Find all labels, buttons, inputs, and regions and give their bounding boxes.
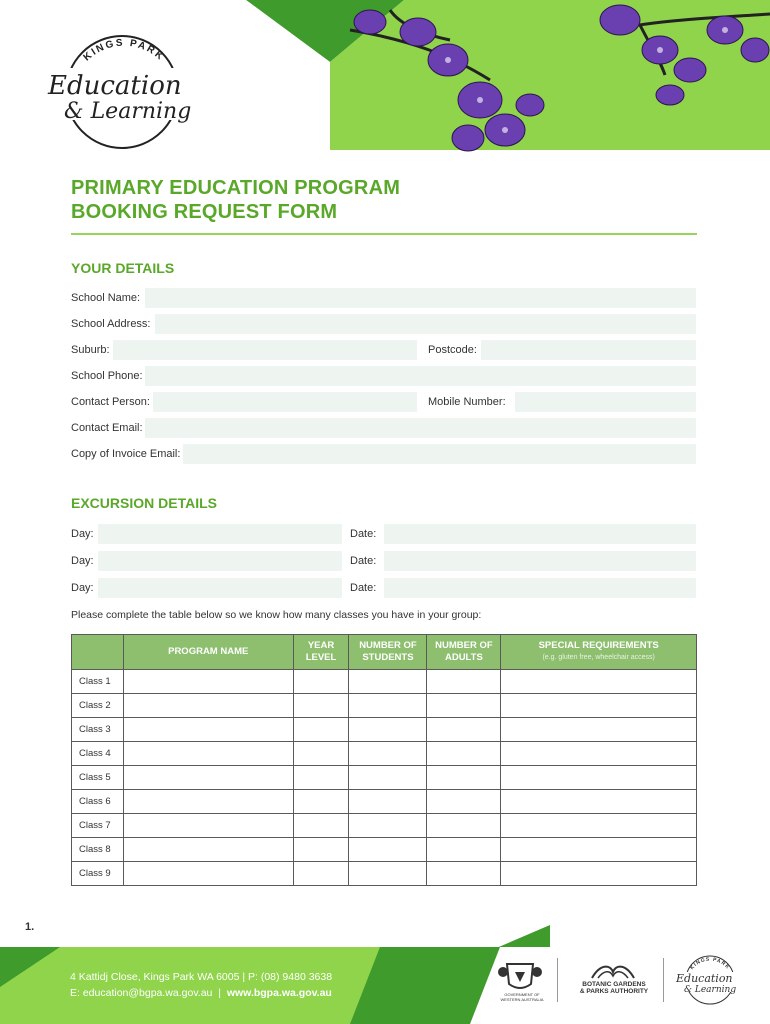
- suburb-label: Suburb:: [71, 344, 110, 356]
- small-logo-arc: KINGS PARK: [689, 956, 731, 971]
- table-row: [72, 766, 697, 790]
- small-logo-line1: Education: [676, 972, 733, 985]
- year-level-cell[interactable]: [293, 814, 349, 838]
- table-row: [72, 742, 697, 766]
- header-special-sub: (e.g. gluten free, wheelchair access): [542, 654, 655, 661]
- year-level-cell[interactable]: [293, 838, 349, 862]
- header-adults-line1: NUMBER OF: [435, 640, 493, 651]
- school-address-label: School Address:: [71, 318, 151, 330]
- table-row: [72, 670, 697, 694]
- date-field-3[interactable]: [384, 578, 696, 598]
- footer-address: 4 Kattidj Close, Kings Park WA 6005 | P: (08) 9480 3638: [70, 971, 333, 983]
- special-requirements-cell[interactable]: [501, 694, 697, 718]
- wa-government-text: [497, 992, 547, 1002]
- special-requirements-cell[interactable]: [501, 862, 697, 886]
- class-label: Class 6: [72, 790, 124, 814]
- special-requirements-cell[interactable]: [501, 670, 697, 694]
- svg-text:KINGS PARK: [689, 957, 731, 971]
- form-title: [71, 176, 671, 224]
- num-adults-cell[interactable]: [427, 862, 501, 886]
- invoice-email-label: Copy of Invoice Email:: [71, 448, 181, 460]
- program-name-cell[interactable]: [123, 838, 293, 862]
- header-year-level: [293, 635, 349, 670]
- flower-illustration: [330, 0, 770, 165]
- num-adults-cell[interactable]: [427, 814, 501, 838]
- header-year-line2: LEVEL: [305, 652, 337, 663]
- program-name-cell[interactable]: [123, 742, 293, 766]
- school-address-field[interactable]: [155, 314, 696, 334]
- bgpa-emblem: [590, 962, 636, 980]
- footer-divider-2: [663, 958, 664, 1002]
- num-students-cell[interactable]: [349, 862, 427, 886]
- table-instructions: Please complete the table below so we know how many classes you have in your group:: [71, 609, 482, 621]
- day-field-1[interactable]: [98, 524, 342, 544]
- bgpa-line1: BOTANIC GARDENS: [582, 981, 646, 988]
- kings-park-logo: [40, 20, 210, 160]
- title-line-1: PRIMARY EDUCATION PROGRAM: [71, 177, 401, 199]
- date-field-2[interactable]: [384, 551, 696, 571]
- class-label: Class 4: [72, 742, 124, 766]
- num-students-cell[interactable]: [349, 742, 427, 766]
- class-label: Class 7: [72, 814, 124, 838]
- special-requirements-cell[interactable]: [501, 742, 697, 766]
- logo-arc-text: KINGS PARK: [81, 37, 167, 64]
- footer-contact: [70, 969, 332, 1001]
- header-students-line2: STUDENTS: [362, 652, 414, 663]
- year-level-cell[interactable]: [293, 766, 349, 790]
- class-label: Class 8: [72, 838, 124, 862]
- header-program-name: PROGRAM NAME: [123, 635, 293, 670]
- contact-email-label: Contact Email:: [71, 422, 143, 434]
- table-row: [72, 718, 697, 742]
- day-field-2[interactable]: [98, 551, 342, 571]
- gov-text-line1: GOVERNMENT OF: [504, 992, 540, 997]
- year-level-cell[interactable]: [293, 742, 349, 766]
- classes-table: [71, 634, 697, 886]
- header-special-title: SPECIAL REQUIREMENTS: [538, 640, 659, 651]
- gov-text-line2: WESTERN AUSTRALIA: [500, 997, 544, 1002]
- num-adults-cell[interactable]: [427, 694, 501, 718]
- num-students-cell[interactable]: [349, 670, 427, 694]
- num-students-cell[interactable]: [349, 718, 427, 742]
- header-special-requirements: [501, 635, 697, 670]
- date-field-1[interactable]: [384, 524, 696, 544]
- contact-email-field[interactable]: [145, 418, 696, 438]
- school-phone-field[interactable]: [145, 366, 696, 386]
- table-row: [72, 838, 697, 862]
- footer-separator: |: [218, 987, 221, 999]
- num-adults-cell[interactable]: [427, 766, 501, 790]
- title-line-2: BOOKING REQUEST FORM: [71, 201, 338, 223]
- day-label-2: Day:: [71, 555, 94, 567]
- postcode-field[interactable]: [481, 340, 696, 360]
- num-adults-cell[interactable]: [427, 718, 501, 742]
- year-level-cell[interactable]: [293, 670, 349, 694]
- table-row: [72, 814, 697, 838]
- logo-education-text: Education: [48, 71, 182, 101]
- year-level-cell[interactable]: [293, 862, 349, 886]
- footer-email[interactable]: E: education@bgpa.wa.gov.au: [70, 987, 213, 999]
- year-level-cell[interactable]: [293, 694, 349, 718]
- special-requirements-cell[interactable]: [501, 790, 697, 814]
- table-row: [72, 790, 697, 814]
- postcode-label: Postcode:: [428, 344, 477, 356]
- header-students-line1: NUMBER OF: [359, 640, 417, 651]
- program-name-cell[interactable]: [123, 790, 293, 814]
- small-logo-line2: & Learning: [684, 985, 737, 995]
- footer-website[interactable]: www.bgpa.wa.gov.au: [226, 987, 332, 999]
- mobile-number-label: Mobile Number:: [428, 396, 506, 408]
- special-requirements-cell[interactable]: [501, 838, 697, 862]
- bgpa-name: [577, 981, 651, 995]
- invoice-email-field[interactable]: [183, 444, 696, 464]
- num-adults-cell[interactable]: [427, 838, 501, 862]
- year-level-cell[interactable]: [293, 790, 349, 814]
- header-adults-line2: ADULTS: [444, 652, 483, 663]
- svg-text:KINGS PARK: [82, 38, 167, 64]
- school-name-field[interactable]: [145, 288, 696, 308]
- num-adults-cell[interactable]: [427, 670, 501, 694]
- header-blank: [72, 635, 124, 670]
- class-label: Class 9: [72, 862, 124, 886]
- school-phone-label: School Phone:: [71, 370, 143, 382]
- program-name-cell[interactable]: [123, 718, 293, 742]
- day-label-1: Day:: [71, 528, 94, 540]
- num-adults-cell[interactable]: [427, 790, 501, 814]
- table-row: [72, 694, 697, 718]
- logo-learning-text: & Learning: [64, 99, 192, 124]
- contact-person-field[interactable]: [153, 392, 417, 412]
- your-details-heading: YOUR DETAILS: [71, 260, 175, 276]
- day-field-3[interactable]: [98, 578, 342, 598]
- program-name-cell[interactable]: [123, 766, 293, 790]
- header-year-line1: YEAR: [307, 640, 335, 651]
- program-name-cell[interactable]: [123, 814, 293, 838]
- num-students-cell[interactable]: [349, 766, 427, 790]
- date-label-1: Date:: [350, 528, 377, 540]
- class-label: Class 3: [72, 718, 124, 742]
- page-number: 1.: [25, 921, 35, 933]
- program-name-cell[interactable]: [123, 862, 293, 886]
- school-name-label: School Name:: [71, 292, 141, 304]
- excursion-details-heading: EXCURSION DETAILS: [71, 495, 217, 511]
- mobile-number-field[interactable]: [515, 392, 696, 412]
- date-label-3: Date:: [350, 582, 377, 594]
- num-students-cell[interactable]: [349, 814, 427, 838]
- class-label: Class 2: [72, 694, 124, 718]
- class-label: Class 5: [72, 766, 124, 790]
- year-level-cell[interactable]: [293, 718, 349, 742]
- date-label-2: Date:: [350, 555, 377, 567]
- header-num-adults: [427, 635, 501, 670]
- special-requirements-cell[interactable]: [501, 766, 697, 790]
- class-label: Class 1: [72, 670, 124, 694]
- header-num-students: [349, 635, 427, 670]
- num-adults-cell[interactable]: [427, 742, 501, 766]
- special-requirements-cell[interactable]: [501, 718, 697, 742]
- num-students-cell[interactable]: [349, 838, 427, 862]
- num-students-cell[interactable]: [349, 790, 427, 814]
- num-students-cell[interactable]: [349, 694, 427, 718]
- contact-person-label: Contact Person:: [71, 396, 150, 408]
- suburb-field[interactable]: [113, 340, 417, 360]
- special-requirements-cell[interactable]: [501, 814, 697, 838]
- bgpa-line2: & PARKS AUTHORITY: [579, 988, 649, 995]
- table-row: [72, 862, 697, 886]
- title-divider: [71, 233, 697, 235]
- program-name-cell[interactable]: [123, 694, 293, 718]
- footer-divider-1: [557, 958, 558, 1002]
- table-header-row: [72, 635, 697, 670]
- day-label-3: Day:: [71, 582, 94, 594]
- footer-education-logo: [672, 952, 752, 1008]
- program-name-cell[interactable]: [123, 670, 293, 694]
